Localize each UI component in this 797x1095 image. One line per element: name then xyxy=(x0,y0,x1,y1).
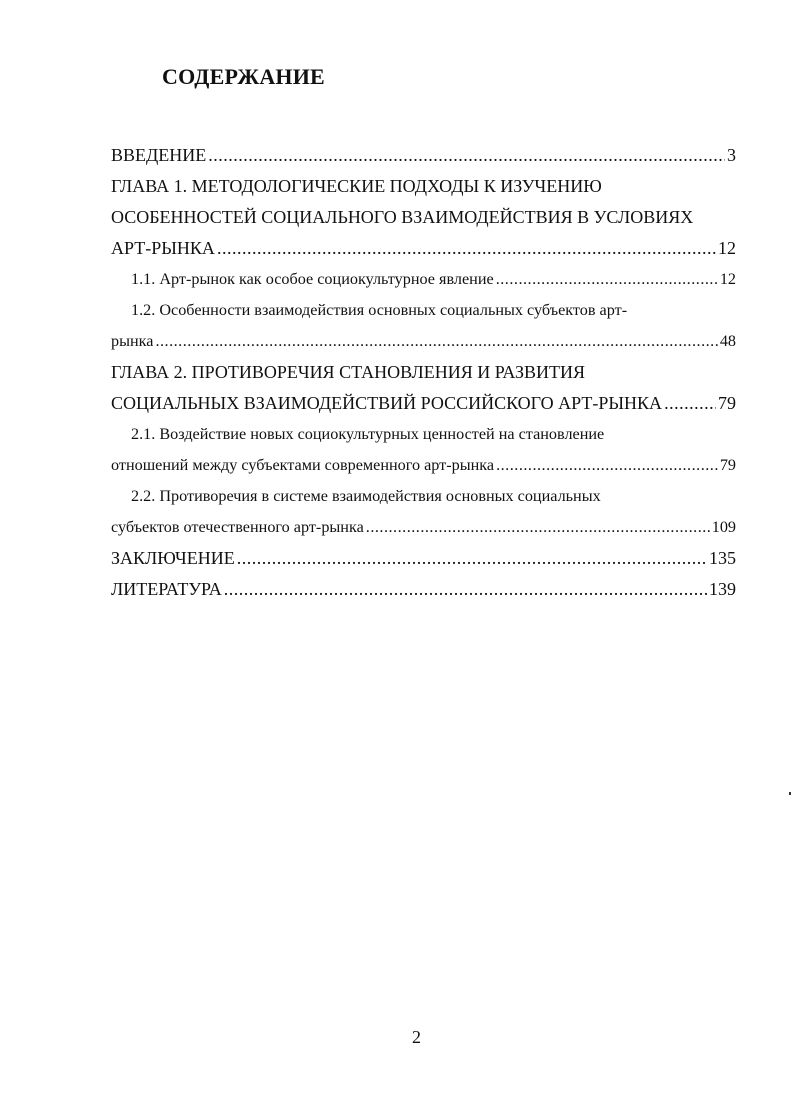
page-title: СОДЕРЖАНИЕ xyxy=(162,64,325,89)
dot-leader xyxy=(496,450,718,481)
toc-entry-section-1-1 xyxy=(111,264,736,295)
toc-entry-text: 1.1. Арт-рынок как особое социокультурное явление xyxy=(131,270,494,288)
toc-entry-chapter1 xyxy=(111,233,736,264)
dot-leader xyxy=(224,574,707,605)
dot-leader xyxy=(496,264,718,295)
toc-entry-chapter2 xyxy=(111,388,736,419)
toc-entry-text: ВВЕДЕНИЕ xyxy=(111,145,207,165)
dot-leader xyxy=(217,233,716,264)
toc-entry-text: АРТ-РЫНКА xyxy=(111,238,215,258)
dot-leader xyxy=(155,326,717,357)
toc-chapter1-line2: ОСОБЕННОСТЕЙ СОЦИАЛЬНОГО ВЗАИМОДЕЙСТВИЯ В УСЛОВИЯХ xyxy=(111,207,694,227)
toc-section-1-2-line1: 1.2. Особенности взаимодействия основных социальных субъектов арт- xyxy=(131,301,628,319)
toc-entry-text: ЗАКЛЮЧЕНИЕ xyxy=(111,548,235,568)
toc-page-number: 3 xyxy=(727,145,736,165)
toc-page-number: 109 xyxy=(711,518,736,536)
dot-leader xyxy=(208,140,725,171)
toc-entry-text: отношений между субъектами современного арт-рынка xyxy=(111,456,495,474)
toc-entry-literature xyxy=(111,574,736,605)
toc-page-number: 48 xyxy=(719,332,736,350)
toc-entry-text: субъектов отечественного арт-рынка xyxy=(111,518,364,536)
toc-page-number: 12 xyxy=(719,270,736,288)
toc-entry-intro xyxy=(111,140,736,171)
dot-leader xyxy=(366,512,710,543)
dot-leader xyxy=(237,543,707,574)
toc-page-number: 135 xyxy=(709,548,736,568)
toc-entry-section-2-1 xyxy=(111,450,736,481)
toc-chapter1-line1: ГЛАВА 1. МЕТОДОЛОГИЧЕСКИЕ ПОДХОДЫ К ИЗУЧЕНИЮ xyxy=(111,176,602,196)
toc-page-number: 12 xyxy=(718,238,736,258)
scan-speck xyxy=(789,792,791,795)
toc-page-number: 79 xyxy=(719,456,736,474)
toc-entry-text: СОЦИАЛЬНЫХ ВЗАИМОДЕЙСТВИЙ РОССИЙСКОГО АРТ-РЫНКА xyxy=(111,393,663,413)
toc-entry-section-1-2 xyxy=(111,326,736,357)
toc-page-number: 79 xyxy=(718,393,736,413)
toc-entry-section-2-2 xyxy=(111,512,736,543)
toc-section-2-1-line1: 2.1. Воздействие новых социокультурных ценностей на становление xyxy=(131,425,605,443)
toc-page-number: 139 xyxy=(709,579,736,599)
page-number: 2 xyxy=(412,1027,421,1047)
table-of-contents xyxy=(111,140,736,605)
toc-entry-text: ЛИТЕРАТУРА xyxy=(111,579,222,599)
toc-chapter2-line1: ГЛАВА 2. ПРОТИВОРЕЧИЯ СТАНОВЛЕНИЯ И РАЗВИТИЯ xyxy=(111,362,585,382)
toc-entry-conclusion xyxy=(111,543,736,574)
dot-leader xyxy=(664,388,716,419)
toc-section-2-2-line1: 2.2. Противоречия в системе взаимодействия основных социальных xyxy=(131,487,601,505)
toc-entry-text: рынка xyxy=(111,332,154,350)
